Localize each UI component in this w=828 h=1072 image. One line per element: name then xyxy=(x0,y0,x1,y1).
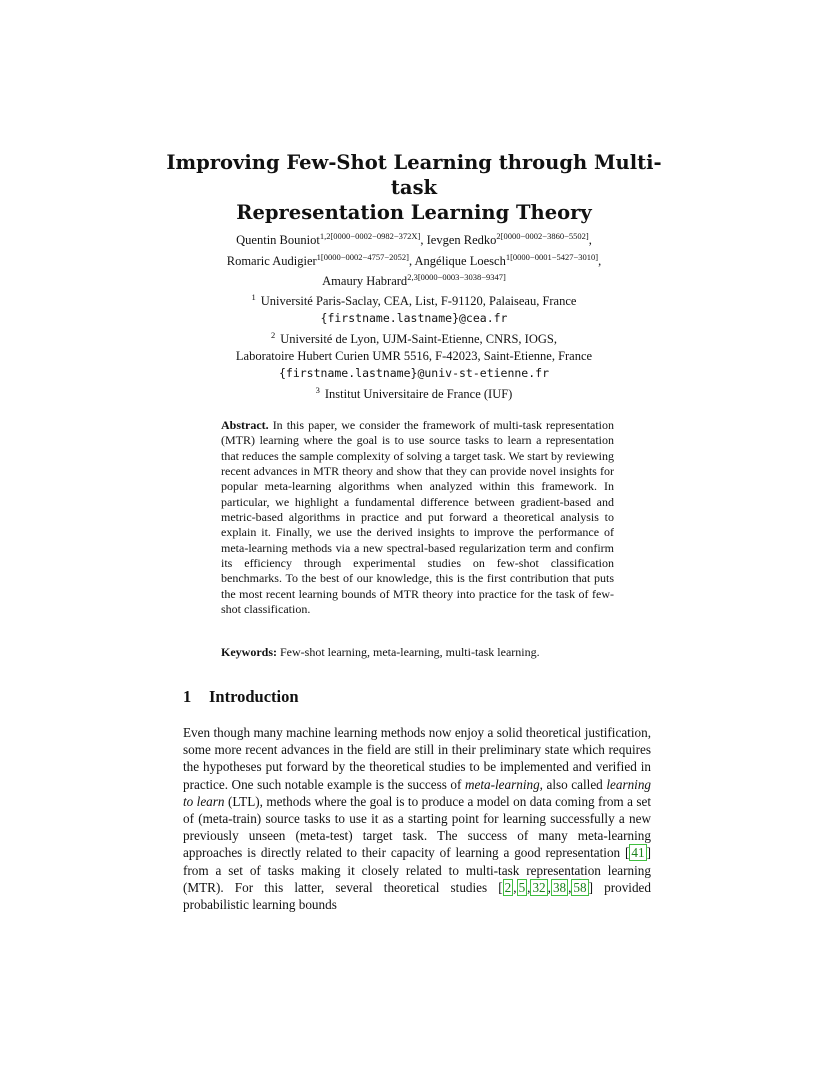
affil-number: 3 xyxy=(315,385,320,395)
author-name: Amaury Habrard xyxy=(322,274,408,288)
author-name: Romaric Audigier xyxy=(226,253,317,268)
citation-link[interactable]: 58 xyxy=(573,879,587,895)
keywords-text: Few-shot learning, meta-learning, multi-task learning. xyxy=(280,645,540,659)
text-run: Even though many machine learning methods now enjoy a solid theoretical justification, some more recent advances in the field are still in their preliminary state which requires the hypotheses put forward by the theoretical studies to be implemented and verified in practice. One such notable example is the success of xyxy=(183,725,651,792)
abstract-text: In this paper, we consider the framework of multi-task representation (MTR) learning where the goal is to use source tasks to learn a representation that reduces the sample complexity of solving a target task. We start by reviewing recent advances in MTR theory and show that they can provide novel insights for popular meta-learning algorithms when analyzed within this framework. In particular, we highlight a fundamental difference between gradient-based and metric-based algorithms in practice and put forward a theoretical analysis to explain it. Finally, we use the derived insights to improve the performance of meta-learning methods via a new spectral-based regularization term and confirm its efficiency through experimental studies on few-shot classification benchmarks. To the best of our knowledge, this is the first contribution that puts the most recent learning bounds of MTR theory into practice for the task of few-shot classification. xyxy=(221,418,615,617)
text-run: ] provided probabilistic learning bounds xyxy=(183,879,651,913)
affil-text: Institut Universitaire de France (IUF) xyxy=(324,387,513,401)
author-affil-orcid: 1,2[0000−0002−0982−372X] xyxy=(319,231,421,241)
affiliations xyxy=(150,289,678,403)
abstract-label: Abstract. xyxy=(221,418,269,432)
citation-link[interactable]: 41 xyxy=(631,845,645,861)
section-heading xyxy=(183,687,299,707)
affil-number: 1 xyxy=(251,292,256,302)
text-run: , also called xyxy=(539,776,603,792)
citation-link[interactable]: 2 xyxy=(504,879,512,895)
emphasis: meta-learning xyxy=(464,776,540,792)
author-affil-orcid: 2,3[0000−0003−3038−9347] xyxy=(407,272,506,282)
section-title: Introduction xyxy=(209,687,299,706)
author-name: Angélique Loesch xyxy=(414,253,506,268)
author-list: Quentin Bouniot$^{1,2[0000-0002-0982-372X]}$, Ievgen Redko$^{2[0000-0002-3860-5502]}$, Romaric Audigier$^{1[0000-0002-4757-2052]}$, Angélique Loesch$^{1[0000-0001-5427-3010]}$, Amaury Habrard$^{2,3[0000-0003-3038-9347]}$ xyxy=(226,231,602,288)
section-number: 1 xyxy=(183,687,192,706)
affil-text: Université Paris-Saclay, CEA, List, F-91120, Palaiseau, France xyxy=(260,294,577,308)
intro-paragraph: Even though many machine learning methods now enjoy a solid theoretical justification, some more recent advances in the field are still in their preliminary state which requires the hypotheses put forward by the theoretical studies to be implemented and verified in practice. One such notable example is the success of meta-learning, also called learning to learn (LTL), methods where the goal is to produce a model on data coming from a set of (meta-train) source tasks to use it as a starting point for learning successfully a new previously unseen (meta-test) target task. The success of many meta-learning approaches is directly related to their capacity of learning a good representation [ 41 ] from a set of tasks making it closely related to multi-task representation learning (MTR). For this latter, several theoretical studies [ 2 , 5 , 32 , 38 , 58 ] provided probabilistic learning bounds xyxy=(183,725,652,913)
author-affil-orcid: 2[0000−0002−3860−5502] xyxy=(496,231,589,241)
paper-title xyxy=(150,150,678,225)
affil-text: Laboratoire Hubert Curien UMR 5516, F-42023, Saint-Etienne, France xyxy=(235,349,593,363)
keywords xyxy=(221,645,614,660)
abstract xyxy=(221,418,614,617)
author-name: Ievgen Redko xyxy=(426,233,497,247)
title-line-1: Improving Few-Shot Learning through Multi-task xyxy=(166,151,662,199)
author-affil-orcid: 1[0000−0002−4757−2052] xyxy=(316,251,409,262)
citation-link[interactable]: 38 xyxy=(552,879,567,895)
citation-link[interactable]: 32 xyxy=(532,879,546,895)
title-line-2: Representation Learning Theory xyxy=(236,201,592,224)
text-run: from a set of tasks making it closely related to multi-task representation learning (MTR). For this latter, several theoretical studies [ xyxy=(183,862,651,895)
author-affil-orcid: 1[0000−0001−5427−3010] xyxy=(505,251,599,262)
keywords-label: Keywords: xyxy=(221,645,277,659)
affil-email: {firstname.lastname}@cea.fr xyxy=(320,311,508,325)
text-run: (LTL), methods where the goal is to produce a model on data coming from a set of (meta-train) source tasks to use it as a starting point for learning successfully a new previously unseen (meta-test) target task. The success of many meta-learning approaches is directly related to their capacity of learning a good representation xyxy=(183,793,651,861)
citation-link[interactable]: 5 xyxy=(518,879,526,895)
affil-text: Université de Lyon, UJM-Saint-Etienne, CNRS, IOGS, xyxy=(280,332,557,346)
affil-email: {firstname.lastname}@univ-st-etienne.fr xyxy=(278,366,550,380)
author-name: Quentin Bouniot xyxy=(236,233,320,247)
affil-number: 2 xyxy=(271,330,276,340)
emphasis: learning to learn xyxy=(183,776,652,809)
